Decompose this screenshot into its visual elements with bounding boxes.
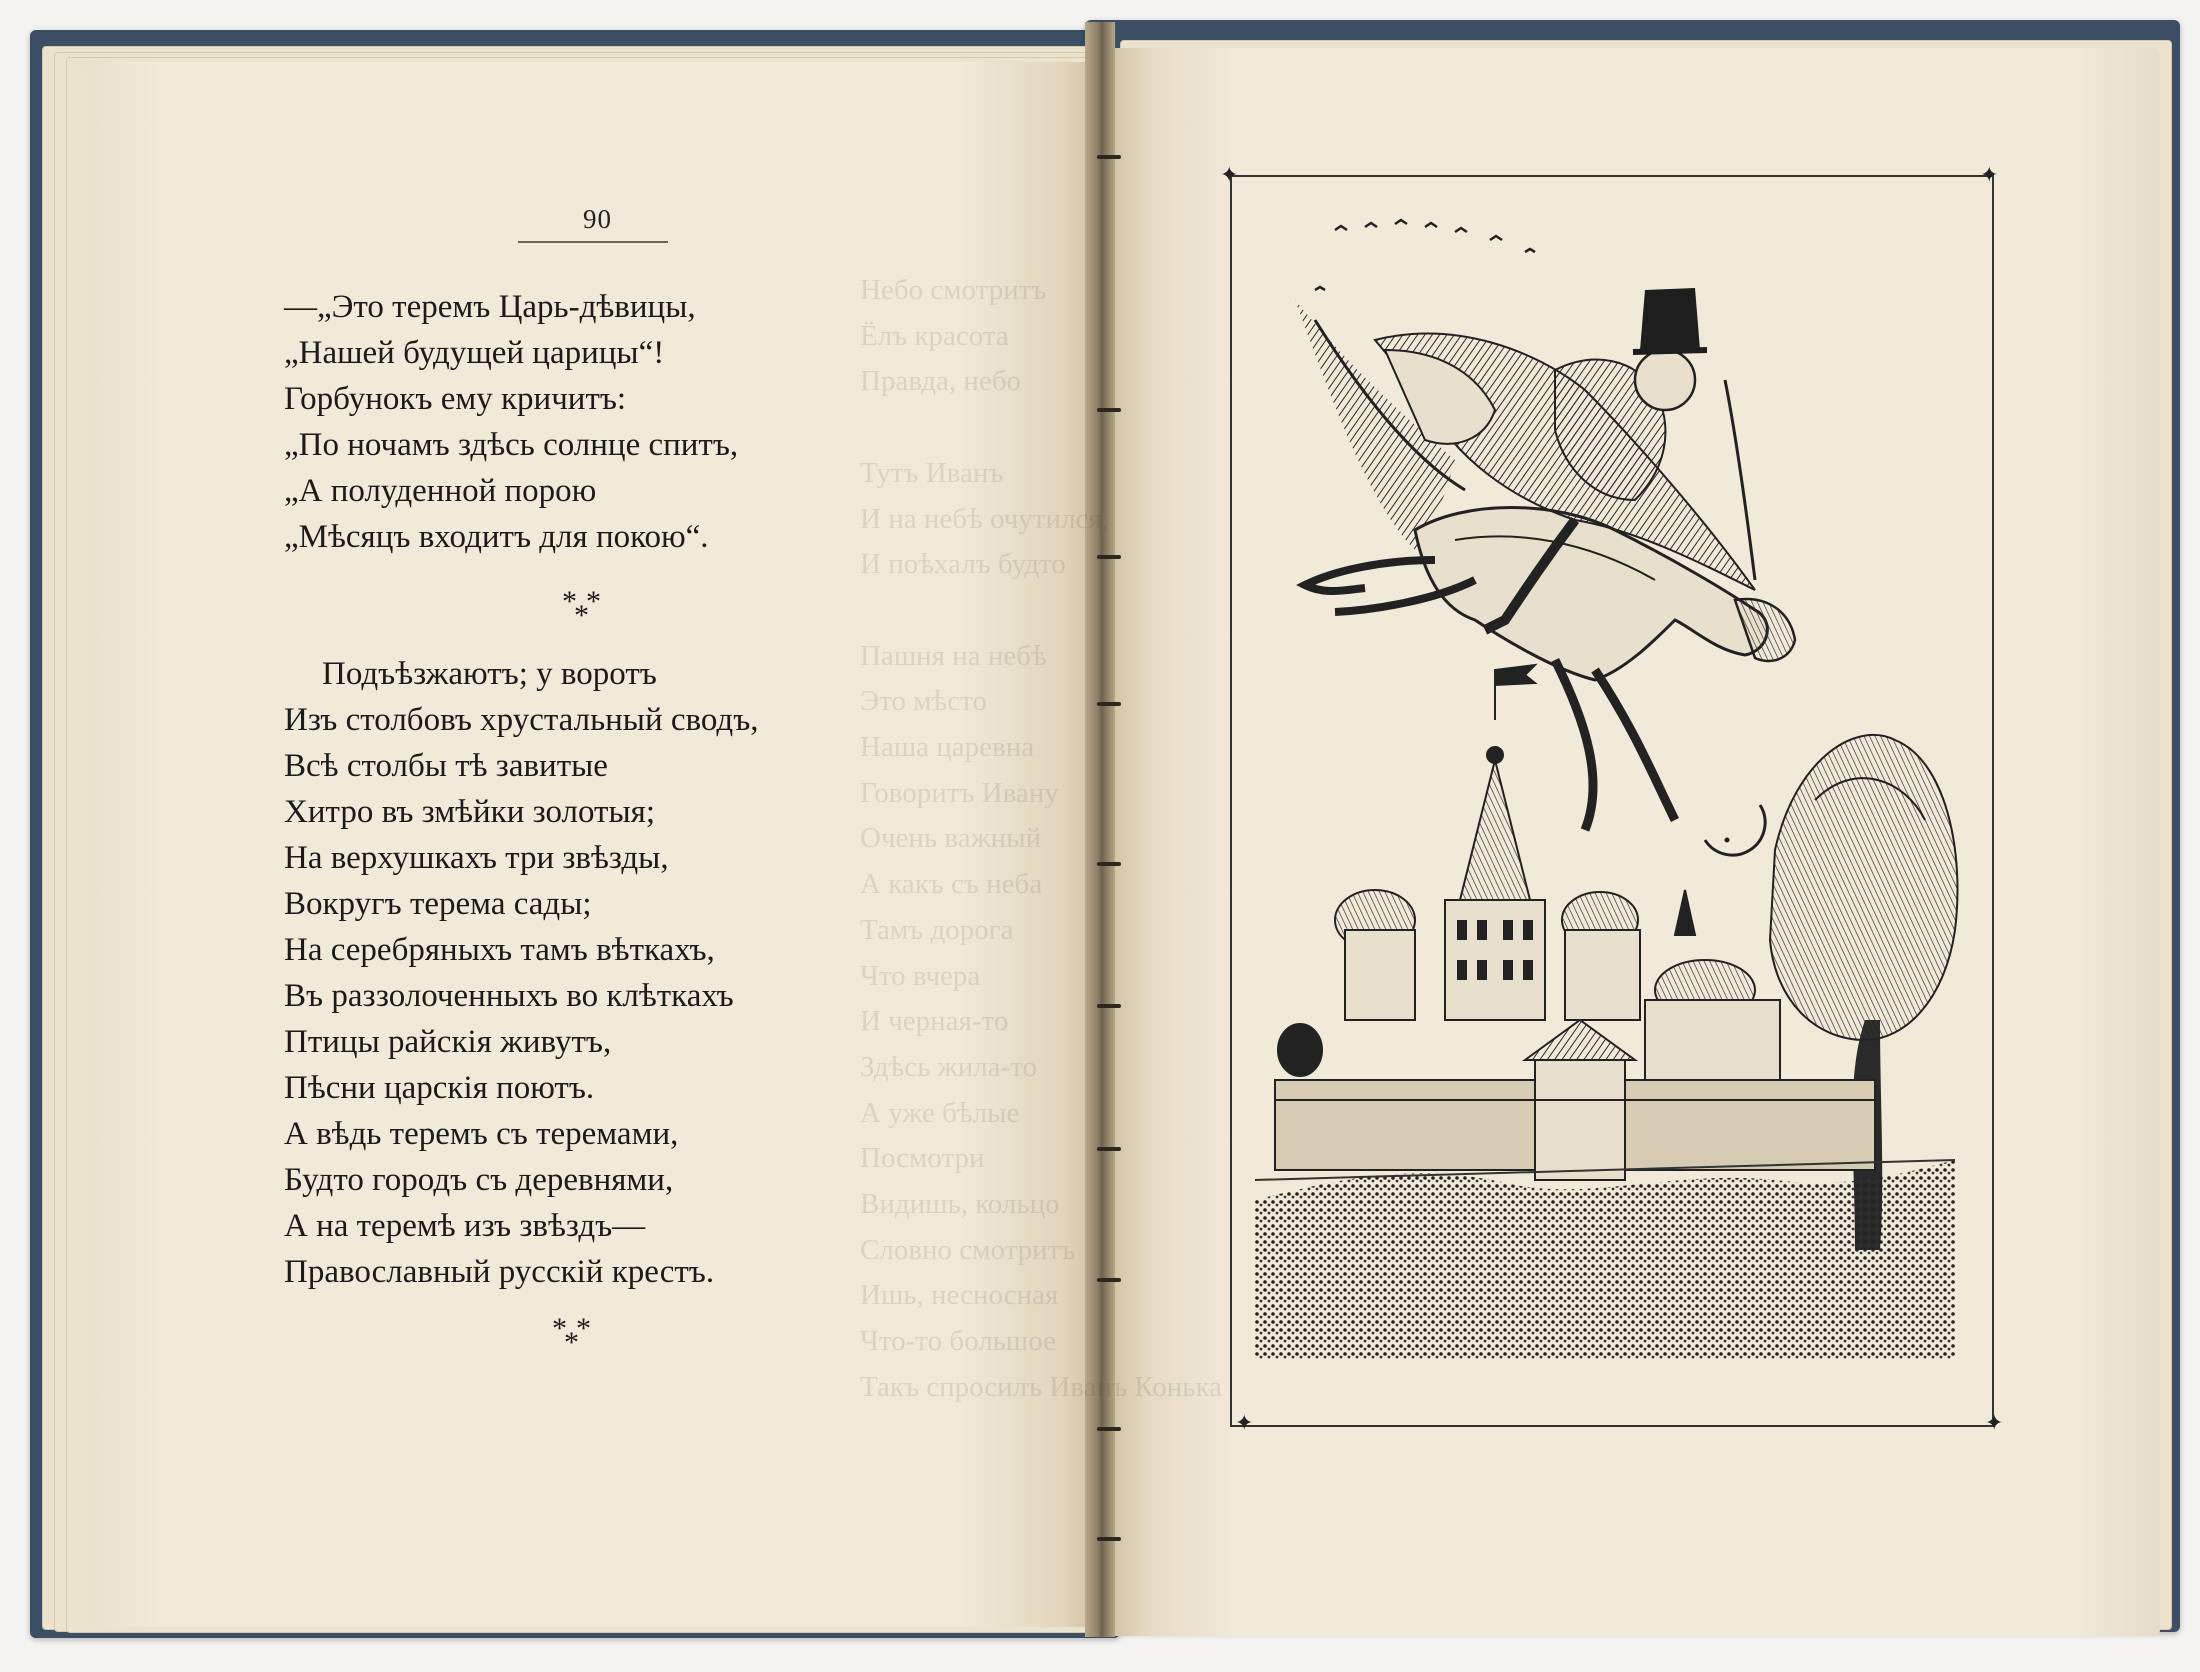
bleed-line: И поѣхалъ будто — [860, 548, 1066, 581]
bleed-line: Небо смотритъ — [860, 274, 1047, 306]
verse-line: На верхушкахъ три звѣзды, — [284, 840, 669, 876]
verse-line: А на теремѣ изъ звѣздъ— — [284, 1208, 646, 1244]
verse-line: „Нашей будущей царицы“! — [284, 335, 665, 371]
verse-line: Въ раззолоченныхъ во клѣткахъ — [284, 978, 734, 1014]
page-number: 90 — [583, 204, 612, 234]
bleed-line — [860, 405, 1222, 451]
bleed-line: Тутъ Иванъ — [860, 456, 1004, 489]
verse-line: „А полуденной порою — [284, 473, 597, 509]
bleed-line: Тамъ дорога — [860, 913, 1014, 946]
bleed-through-text — [860, 268, 1222, 1411]
bleed-line: А какъ съ неба — [860, 868, 1043, 901]
bleed-line: Ёлъ красота — [860, 319, 1009, 352]
bleed-line — [860, 588, 1222, 634]
bleed-line: Ишь, несносная — [860, 1279, 1059, 1312]
bleed-line: Такъ спросилъ Иванъ Конька — [860, 1370, 1222, 1403]
ornament-corner-icon: ✦ — [1980, 162, 1999, 187]
bleed-line: Здѣсь жила-то — [860, 1050, 1038, 1083]
verse-line: Хитро въ змѣйки золотыя; — [284, 794, 655, 830]
bleed-line: Правда, небо — [860, 365, 1022, 398]
verse-line: Будто городъ съ деревнями, — [284, 1162, 674, 1198]
verse-line: Подъѣзжаютъ; у воротъ — [322, 656, 657, 692]
bleed-line: Говоритъ Ивану — [860, 776, 1059, 809]
verse-line: Изъ столбовъ хрустальный сводъ, — [284, 702, 759, 738]
bleed-line: Что-то большое — [860, 1325, 1056, 1358]
bleed-line: Видишь, кольцо — [860, 1188, 1060, 1221]
verse-line: Горбунокъ ему кричитъ: — [284, 381, 627, 417]
verse-line: Пѣсни царскія поютъ. — [284, 1070, 595, 1106]
verse-line: На серебряныхъ тамъ вѣткахъ, — [284, 932, 715, 968]
verse-line: Птицы райскія живутъ, — [284, 1024, 612, 1060]
verse-line: „Мѣсяцъ входитъ для покою“. — [284, 519, 709, 555]
bleed-line: Что вчера — [860, 959, 981, 992]
bleed-line: Это мѣсто — [860, 685, 987, 718]
rider-on-horse-icon — [1295, 288, 1795, 830]
bleed-line: Словно смотритъ — [860, 1233, 1076, 1266]
verse-line: Православный русскій крестъ. — [284, 1254, 715, 1290]
bleed-line: Наша царевна — [860, 731, 1035, 764]
stanza-2 — [284, 651, 759, 1295]
binding-stitch — [1097, 155, 1121, 159]
ornament-corner-icon: ✦ — [1235, 1410, 1254, 1435]
birds-icon — [1315, 220, 1535, 290]
verse-line: Вокругъ терема сады; — [284, 886, 592, 922]
crescent-moon-face-icon — [1705, 805, 1765, 855]
binding-stitch — [1097, 1427, 1121, 1431]
asterism-separator: * * * — [552, 1312, 591, 1359]
verse-line: А вѣдь теремъ съ теремами, — [284, 1116, 679, 1152]
bleed-line: Пашня на небѣ — [860, 639, 1047, 672]
verse-line: „По ночамъ здѣсь солнце спитъ, — [284, 427, 739, 463]
ground-foliage — [1255, 1160, 1955, 1360]
bleed-line: Посмотри — [860, 1142, 985, 1175]
bleed-line: А уже бѣлые — [860, 1096, 1020, 1129]
verse-line: —„Это теремъ Царь-дѣвицы, — [284, 289, 696, 325]
engraving-illustration — [1255, 200, 1995, 1380]
bleed-line: И на небѣ очутился, — [860, 502, 1109, 535]
asterism-separator: * * * — [562, 585, 601, 632]
binding-stitch — [1097, 1537, 1121, 1541]
ornament-corner-icon: ✦ — [1985, 1410, 2004, 1435]
bleed-line: И черная-то — [860, 1005, 1009, 1038]
bleed-line: Очень важный — [860, 822, 1042, 855]
stanza-1 — [284, 284, 738, 560]
page-number-rule — [518, 241, 668, 243]
ornament-corner-icon: ✦ — [1220, 162, 1239, 187]
verse-line: Всѣ столбы тѣ завитые — [284, 748, 608, 784]
